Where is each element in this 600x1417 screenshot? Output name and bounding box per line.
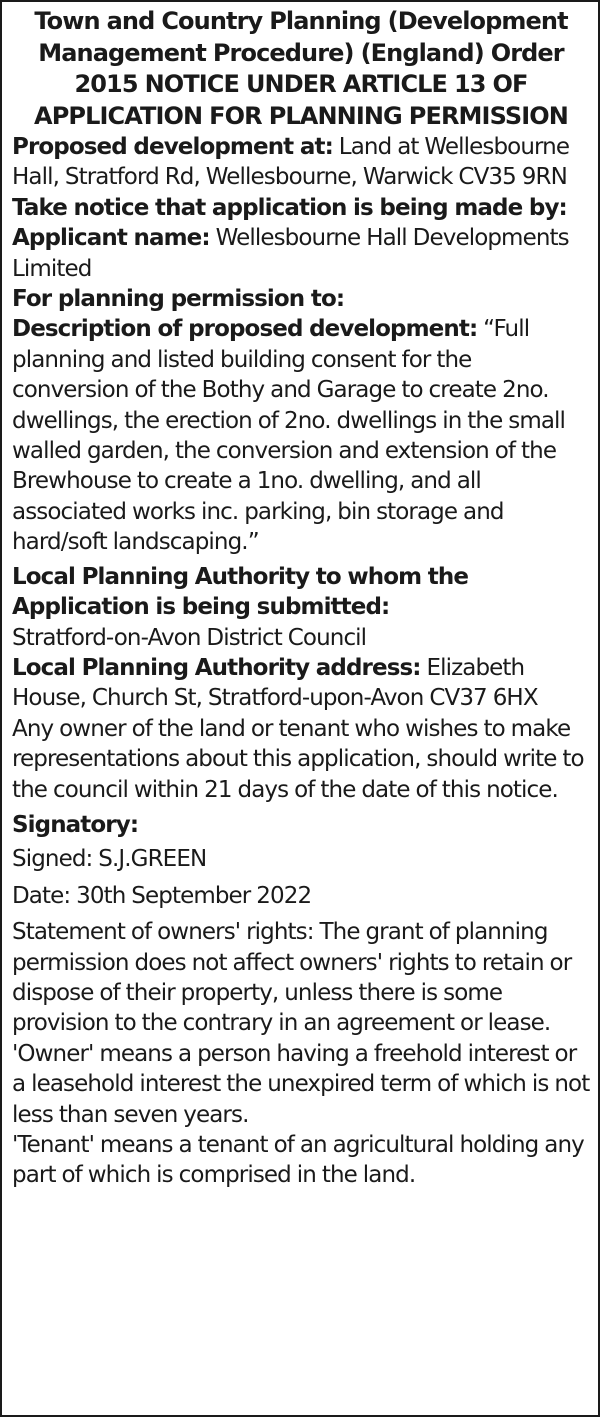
description [12,314,590,557]
signatory-label: Signatory: [12,811,139,838]
take-notice-heading [12,193,590,223]
date-line: Date: 30th September 2022 [12,882,312,909]
lpa-address-value: Elizabeth House, Church St, Stratford-upon-Avon CV37 6HX [12,654,538,712]
signatory-heading [12,810,590,840]
applicant-value: Wellesbourne Hall Developments Limited [12,225,569,282]
proposed-development-label: Proposed development at: [12,134,333,160]
applicant [12,223,590,284]
proposed-development-value: Land at Wellesbourne Hall, Stratford Rd, Wellesbourne, Warwick CV35 9RN [12,134,570,191]
lpa-name: Stratford-on-Avon District Council [12,624,367,651]
lpa-heading [12,562,590,623]
representations-text: Any owner of the land or tenant who wishes to make representations about this application, should write to the council within 21 days of the date of this notice. [12,715,584,803]
signed-line: Signed: S.J.GREEN [12,846,207,873]
tenant-definition-text: 'Tenant' means a tenant of an agricultural holding any part of which is comprised in the land. [12,1132,584,1189]
lpa-label: Local Planning Authority to whom the Application is being submitted: [12,563,469,621]
for-planning-text: For planning permission to: [12,286,345,313]
lpa-address [12,653,590,714]
description-value: “Full planning and listed building consent for the conversion of the Bothy and Garage to create 2no. dwellings, the erection of 2no. dwellings in the small walled garden, the conversion and extension of the Brewhouse to create a 1no. dwelling, and all associated works inc. parking, bin storage and hard/soft landscaping.” [12,316,566,556]
owners-rights-text: Statement of owners' rights: The grant of planning permission does not affect owners' rights to retain or dispose of their property, unless there is some provision to the contrary in an agreement or lease. [12,919,572,1037]
for-planning-heading [12,284,590,314]
lpa-address-label: Local Planning Authority address: [12,654,421,681]
description-label: Description of proposed development: [12,316,478,343]
proposed-development [12,132,590,193]
owner-definition-text: 'Owner' means a person having a freehold interest or a leasehold interest the unexpired term of which is not less than seven years. [12,1040,590,1128]
applicant-label: Applicant name: [12,225,210,252]
take-notice-text: Take notice that application is being made by: [12,194,567,221]
notice-title: Town and Country Planning (Development Management Procedure) (England) Order 2015 NOTICE UNDER ARTICLE 13 OF APPLICATION FOR PLANNING PERMISSION [34,7,568,130]
